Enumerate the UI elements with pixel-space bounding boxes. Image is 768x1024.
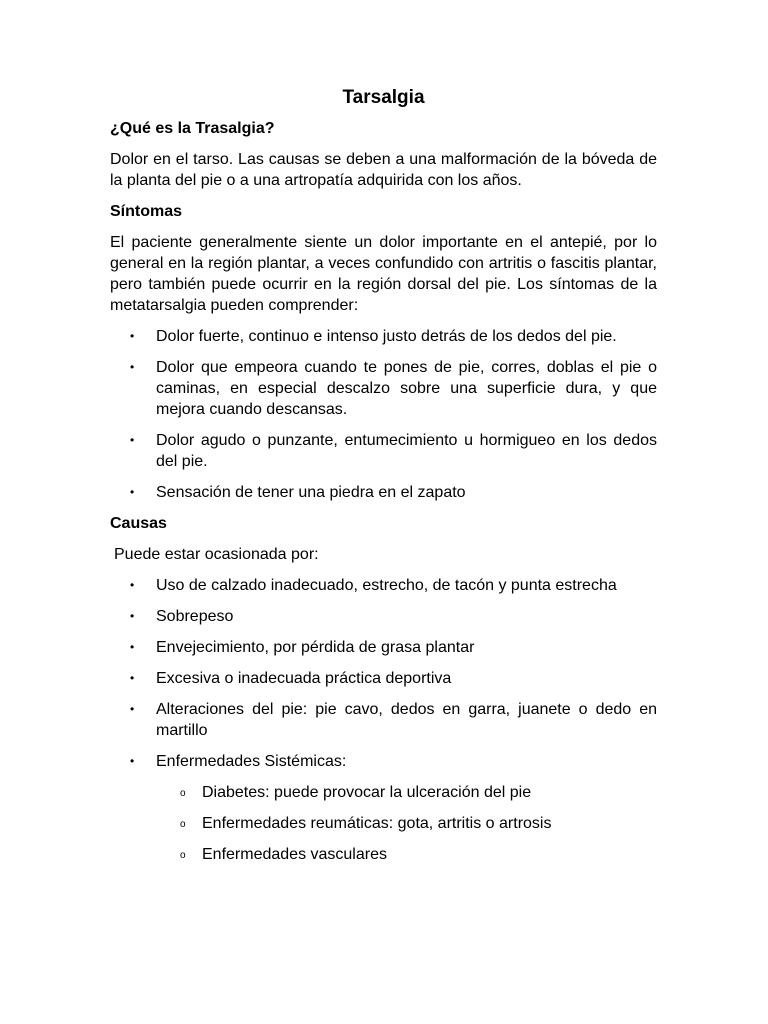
list-item-text: Dolor que empeora cuando te pones de pie, corres, doblas el pie o caminas, en especial descalzo sobre una superficie dura, y que mejora cuando descansas. [156,359,657,418]
paragraph-sintomas: El paciente generalmente siente un dolor importante en el antepié, por lo general en la región plantar, a veces confundido con artritis o fascitis plantar, pero también puede ocurrir en la región dorsal del pie. Los síntomas de la metatarsalgia pueden comprender: [110,234,657,314]
list-item [110,668,657,689]
list-item-text: Dolor fuerte, continuo e intenso justo detrás de los dedos del pie. [156,328,617,345]
document-page [110,86,657,875]
document-title: Tarsalgia [342,87,425,108]
sub-list-item [156,844,657,865]
list-item [110,699,657,741]
sintomas-list [110,326,657,503]
list-item [110,326,657,347]
bullet-icon: • [130,578,135,592]
bullet-icon: • [130,360,135,374]
sub-list-item-text: Diabetes: puede provocar la ulceración del pie [202,784,532,801]
paragraph-definicion: Dolor en el tarso. Las causas se deben a una malformación de la bóveda de la planta del pie o a una artropatía adquirida con los años. [110,151,657,189]
bullet-icon: • [130,702,135,716]
list-item-text: Excesiva o inadecuada práctica deportiva [156,670,452,687]
bullet-icon: • [130,609,135,623]
causas-list [110,575,657,865]
bullet-icon: • [130,640,135,654]
list-item [110,357,657,420]
list-item-text: Envejecimiento, por pérdida de grasa plantar [156,639,475,656]
bullet-icon: • [130,329,135,343]
circle-bullet-icon: o [180,788,186,799]
enfermedades-sublist [156,782,657,865]
list-item-text: Alteraciones del pie: pie cavo, dedos en garra, juanete o dedo en martillo [156,701,657,739]
sub-list-item [156,782,657,803]
section-heading-causas: Causas [110,515,167,532]
list-item [110,575,657,596]
bullet-icon: • [130,433,135,447]
list-item [110,637,657,658]
paragraph-causas-intro: Puede estar ocasionada por: [114,546,319,563]
list-item-text: Dolor agudo o punzante, entumecimiento u hormigueo en los dedos del pie. [156,432,657,470]
sub-list-item [156,813,657,834]
circle-bullet-icon: o [180,819,186,830]
sub-list-item-text: Enfermedades vasculares [202,846,387,863]
list-item-text: Sobrepeso [156,608,234,625]
section-heading-que-es: ¿Qué es la Trasalgia? [110,120,275,137]
bullet-icon: • [130,754,135,768]
list-item [110,482,657,503]
list-item-text: Sensación de tener una piedra en el zapato [156,484,466,501]
sub-list-item-text: Enfermedades reumáticas: gota, artritis o artrosis [202,815,552,832]
list-item-text: Uso de calzado inadecuado, estrecho, de tacón y punta estrecha [156,577,617,594]
list-item-text: Enfermedades Sistémicas: [156,753,347,770]
circle-bullet-icon: o [180,850,186,861]
section-heading-sintomas: Síntomas [110,203,183,220]
bullet-icon: • [130,671,135,685]
list-item [110,430,657,472]
list-item [110,606,657,627]
bullet-icon: • [130,485,135,499]
list-item [110,751,657,865]
